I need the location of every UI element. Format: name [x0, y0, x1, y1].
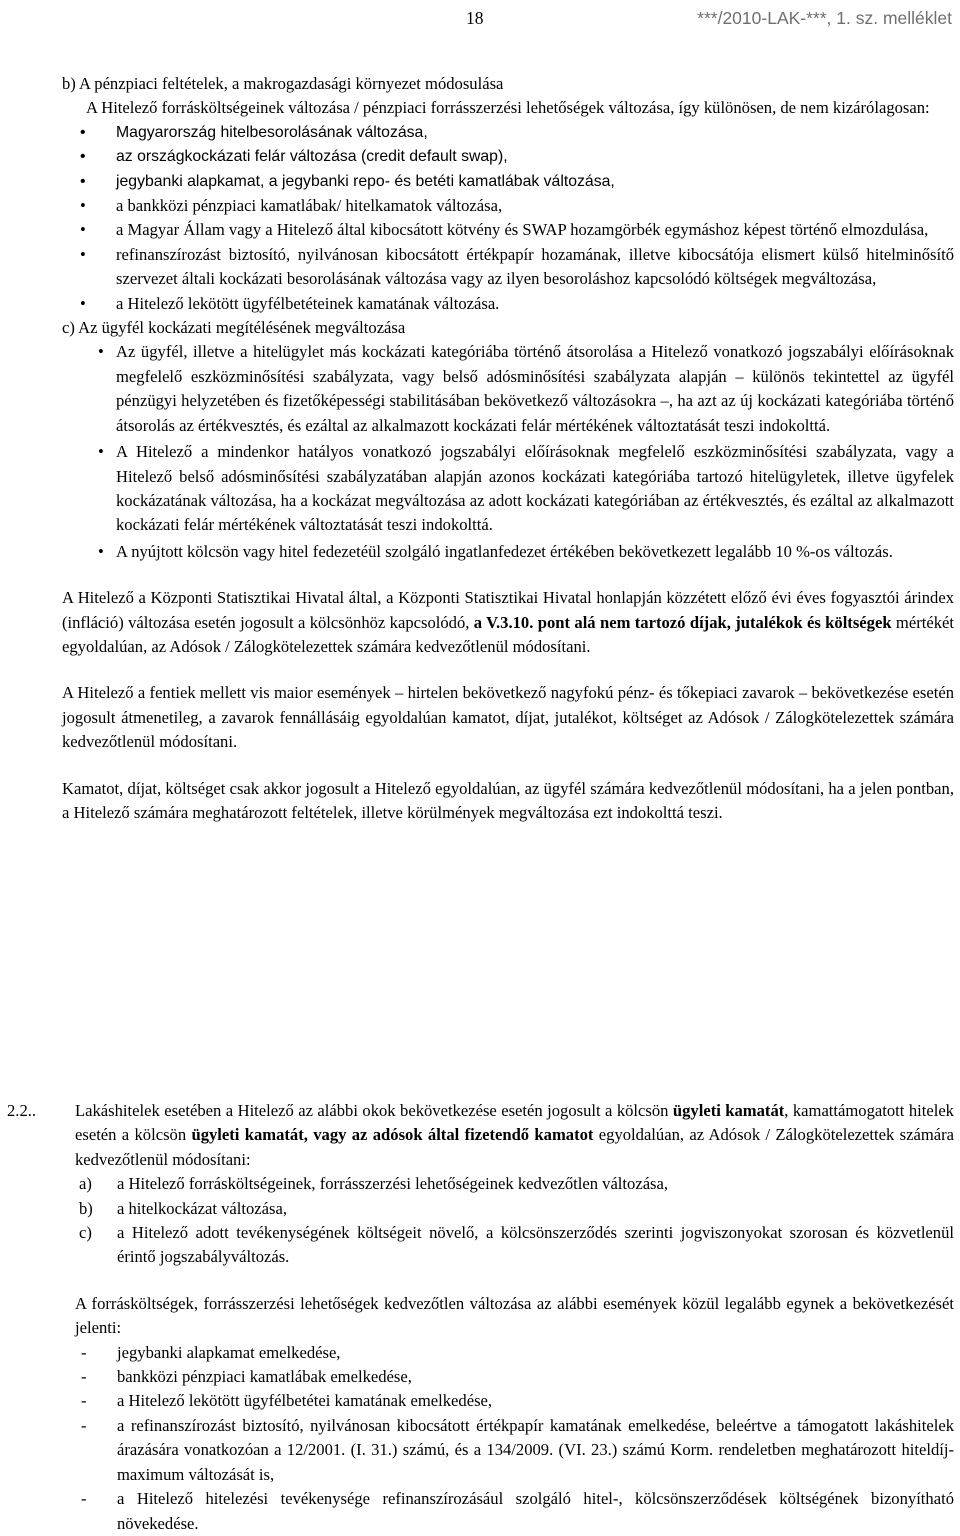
page-header [0, 4, 960, 30]
paragraph-kamatot: Kamatot, díjat, költséget csak akkor jogosult a Hitelező egyoldalúan, az ügyfél számára kedvezőtlenül módosítani, ha a jelen pontban, a Hitelező számára meghatározott feltételek, illetve körülmények megváltozása ezt indokolttá teszi. [62, 778, 954, 822]
list-item: - a refinanszírozást biztosító, nyilvánosan kibocsátott értékpapír kamatának emelkedése, beleértve a támogatott lakáshitelek árazására vonatkozóan a 12/2001. (I. 31.) számú, és a 134/2009. (VI. 23.) számú Korm. rendeletben meghatározott hiteldíj-maximum változását is, [81, 1415, 954, 1484]
section-2-2-items [75, 1172, 954, 1270]
list-item: a) a Hitelező forrásköltségeinek, forrásszerzési lehetőségeinek kedvezőtlen változása, [79, 1174, 669, 1194]
list-item: • a Magyar Állam vagy a Hitelező által kibocsátott kötvény és SWAP hozamgörbék egymáshoz képest történő elmozdulása, [40, 218, 954, 242]
section-2-2 [0, 1099, 960, 1536]
list-item: • a bankközi pénzpiaci kamatlábak/ hitelkamatok változása, [40, 194, 954, 218]
annex-label: ***/2010-LAK-***, 1. sz. melléklet [697, 8, 952, 28]
section-number: 2.2.. [7, 1101, 37, 1120]
section-c-title: c) Az ügyfél kockázati megítélésének megváltozása [62, 318, 406, 338]
section-2-2-conditions: A forrásköltségek, forrásszerzési lehetőségek kedvezőtlen változása az alábbi események közül legalább egynek a bekövetkezését jelenti: [75, 1293, 954, 1338]
list-item: • Magyarország hitelbesorolásának változása, [40, 121, 954, 145]
list-item: - a Hitelező hitelezési tevékenysége refinanszírozásául szolgáló hitel-, kölcsönszerződések költségének bizonyítható növekedése. [81, 1489, 954, 1533]
section-2-2-intro: Lakáshitelek esetében a Hitelező az alábbi okok bekövetkezése esetén jogosult a kölcsön ügyleti kamatát, kamattámogatott hitelek esetén a kölcsön ügyleti kamatát, vagy az adósok által fizetendő kamatot egyoldalúan, az Adósok / Zálogkötelezettek számára kedvezőtlenül módosítani: [75, 1101, 954, 1169]
document-body [62, 72, 954, 825]
list-item: • az országkockázati felár változása (credit default swap), [40, 145, 954, 169]
list-item: • A Hitelező a mindenkor hatályos vonatkozó jogszabályi előírásoknak megfelelő eszközminősítési szabályzata, vagy a Hitelező belső adósminősítési szabályzatában alapján azonos kockázati kategóriába tartozó hitelügyletek, illetve ügyfelek kockázatának változása, ha a kockázat megváltozása az adott kockázati kategóriában az értékvesztés, és ezáltal az alkalmazott kockázati felár mértékének változtatását teszi indokolttá. [58, 440, 954, 538]
list-item: • jegybanki alapkamat, a jegybanki repo- és betéti kamatlábak változása, [40, 170, 954, 194]
list-item: • a Hitelező lekötött ügyfélbetéteinek kamatának változása. [40, 292, 954, 316]
section-b-title: b) A pénzpiaci feltételek, a makrogazdasági környezet módosulása [62, 74, 504, 93]
page-number: 18 [466, 8, 484, 28]
list-item: b) a hitelkockázat változása, [79, 1198, 287, 1218]
list-item: - a Hitelező lekötött ügyfélbetétei kamatának emelkedése, [81, 1391, 493, 1411]
section-2-2-dashes [75, 1341, 954, 1536]
list-item: • Az ügyfél, illetve a hitelügylet más kockázati kategóriába történő átsorolása a Hitelező vonatkozó jogszabályi előírásoknak megfelelő eszközminősítési szabályzata, vagy belső adósminősítési szabályzata alapján – különös tekintettel az ügyfél pénzügyi helyzetében és fizetőképességi stabilitásában bekövetkező változásokra –, ha azt az új kockázati kategóriába történő átsorolás az értékvesztés, és ezáltal az alkalmazott kockázati felár mértékének változtatását teszi indokolttá. [58, 340, 954, 438]
list-item: c) a Hitelező adott tevékenységének költségeit növelő, a kölcsönszerződés szerinti jogviszonyokat szorosan és közvetlenül érintő jogszabályváltozás. [79, 1223, 954, 1267]
paragraph-vis-maior: A Hitelező a fentiek mellett vis maior események – hirtelen bekövetkező nagyfokú pénz- és tőkepiaci zavarok – bekövetkezése esetén jogosult átmenetileg, a zavarok fennállásáig egyoldalúan kamatot, díjat, jutalékot, költséget az Adósok / Zálogkötelezettek számára kedvezőtlenül módosítani. [62, 683, 954, 752]
section-b-bullets [62, 121, 954, 316]
paragraph-ksh: A Hitelező a Központi Statisztikai Hivatal által, a Központi Statisztikai Hivatal honlapján közzétett előző évi éves fogyasztói árindex (infláció) változása esetén jogosult a kölcsönhöz kapcsolódó, a V.3.10. pont alá nem tartozó díjak, jutalékok és költségek mértékét egyoldalúan, az Adósok / Zálogkötelezettek számára kedvezőtlenül módosítani. [62, 588, 954, 656]
list-item: - jegybanki alapkamat emelkedése, [81, 1342, 341, 1362]
list-item: • A nyújtott kölcsön vagy hitel fedezetéül szolgáló ingatlanfedezet értékében bekövetkezett legalább 10 %-os változás. [58, 540, 954, 564]
section-b-intro: A Hitelező forrásköltségeinek változása / pénzpiaci forrásszerzési lehetőségek változása, így különösen, de nem kizárólagosan: [86, 98, 930, 118]
list-item: • refinanszírozást biztosító, nyilvánosan kibocsátott értékpapír hozamának, illetve kibocsátója elismert külső hitelminősítő szervezet általi kockázati besorolásának változása vagy az ilyen besoroláshoz kapcsolódó költségek megváltozása, [40, 243, 954, 292]
section-c-bullets [62, 340, 954, 564]
list-item: - bankközi pénzpiaci kamatlábak emelkedése, [81, 1367, 412, 1387]
